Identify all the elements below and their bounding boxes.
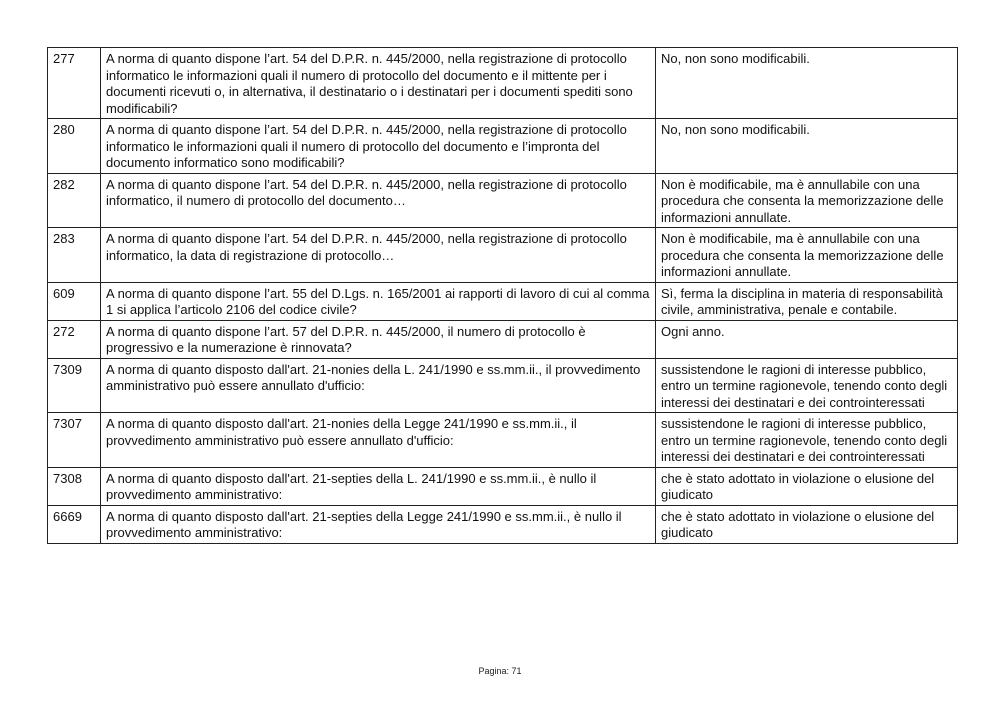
question-text: A norma di quanto disposto dall'art. 21-nonies della L. 241/1990 e ss.mm.ii., il provvedimento amministrativo può essere annullato d'ufficio: — [101, 358, 656, 413]
answer-text: No, non sono modificabili. — [656, 48, 958, 119]
question-text: A norma di quanto dispone l’art. 55 del D.Lgs. n. 165/2001 ai rapporti di lavoro di cui al comma 1 si applica l’articolo 2106 del codice civile? — [101, 282, 656, 320]
question-id: 7307 — [48, 413, 101, 468]
table-row — [48, 467, 958, 505]
table-row — [48, 413, 958, 468]
question-text: A norma di quanto dispone l’art. 54 del D.P.R. n. 445/2000, nella registrazione di protocollo informatico, la data di registrazione di protocollo… — [101, 228, 656, 283]
answer-text: Non è modificabile, ma è annullabile con una procedura che consenta la memorizzazione delle informazioni annullate. — [656, 173, 958, 228]
question-text: A norma di quanto dispone l’art. 54 del D.P.R. n. 445/2000, nella registrazione di protocollo informatico, il numero di protocollo del documento… — [101, 173, 656, 228]
table-row — [48, 282, 958, 320]
question-id: 272 — [48, 320, 101, 358]
answer-text: No, non sono modificabili. — [656, 119, 958, 174]
question-id: 283 — [48, 228, 101, 283]
question-text: A norma di quanto disposto dall'art. 21-septies della Legge 241/1990 e ss.mm.ii., è nullo il provvedimento amministrativo: — [101, 505, 656, 543]
table-row — [48, 505, 958, 543]
question-id: 609 — [48, 282, 101, 320]
table-row — [48, 119, 958, 174]
answer-text: Non è modificabile, ma è annullabile con una procedura che consenta la memorizzazione delle informazioni annullate. — [656, 228, 958, 283]
answer-text: che è stato adottato in violazione o elusione del giudicato — [656, 467, 958, 505]
question-id: 277 — [48, 48, 101, 119]
question-id: 280 — [48, 119, 101, 174]
table-row — [48, 228, 958, 283]
question-text: A norma di quanto dispone l’art. 54 del D.P.R. n. 445/2000, nella registrazione di protocollo informatico le informazioni quali il numero di protocollo del documento e l’impronta del documento informatico sono modificabili? — [101, 119, 656, 174]
answer-text: Ogni anno. — [656, 320, 958, 358]
qa-table — [47, 47, 958, 544]
question-id: 6669 — [48, 505, 101, 543]
question-text: A norma di quanto dispone l’art. 57 del D.P.R. n. 445/2000, il numero di protocollo è progressivo e la numerazione è rinnovata? — [101, 320, 656, 358]
answer-text: che è stato adottato in violazione o elusione del giudicato — [656, 505, 958, 543]
page-number-footer: Pagina: 71 — [478, 666, 522, 676]
question-text: A norma di quanto disposto dall'art. 21-nonies della Legge 241/1990 e ss.mm.ii., il provvedimento amministrativo può essere annullato d'ufficio: — [101, 413, 656, 468]
table-row — [48, 173, 958, 228]
table-row — [48, 320, 958, 358]
answer-text: sussistendone le ragioni di interesse pubblico, entro un termine ragionevole, tenendo conto degli interessi dei destinatari e dei controinteressati — [656, 413, 958, 468]
question-id: 7309 — [48, 358, 101, 413]
question-text: A norma di quanto dispone l’art. 54 del D.P.R. n. 445/2000, nella registrazione di protocollo informatico le informazioni quali il numero di protocollo del documento e il mittente per i documenti ricevuti o, in alternativa, il destinatario o i destinatari per i documenti spediti sono modificabili? — [101, 48, 656, 119]
question-text: A norma di quanto disposto dall'art. 21-septies della L. 241/1990 e ss.mm.ii., è nullo il provvedimento amministrativo: — [101, 467, 656, 505]
table-row — [48, 48, 958, 119]
question-id: 7308 — [48, 467, 101, 505]
answer-text: Sì, ferma la disciplina in materia di responsabilità civile, amministrativa, penale e contabile. — [656, 282, 958, 320]
answer-text: sussistendone le ragioni di interesse pubblico, entro un termine ragionevole, tenendo conto degli interessi dei destinatari e dei controinteressati — [656, 358, 958, 413]
question-id: 282 — [48, 173, 101, 228]
table-row — [48, 358, 958, 413]
